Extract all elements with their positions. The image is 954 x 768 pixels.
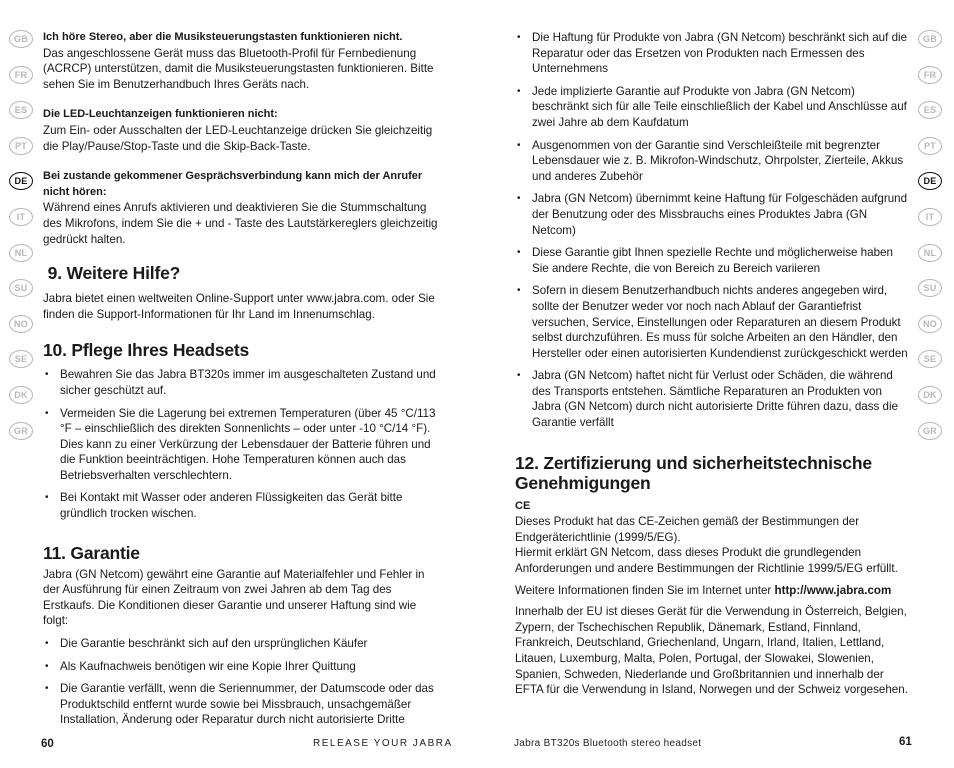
language-tab-dk[interactable]: DK — [9, 386, 33, 404]
ce-text: Dieses Produkt hat das CE-Zeichen gemäß der Bestimmungen der Endgeräterichtlinie (1999/5/EG). — [515, 515, 860, 544]
language-tab-fr[interactable]: FR — [9, 66, 33, 84]
list-item: • Bewahren Sie das Jabra BT320s immer im ausgeschalteten Zustand und sicher geschützt auf. — [43, 367, 438, 398]
language-tab-gr[interactable]: GR — [9, 422, 33, 440]
language-tab-nl[interactable]: NL — [9, 244, 33, 262]
language-tabs-left — [9, 30, 35, 457]
language-tab-gb[interactable]: GB — [918, 30, 942, 48]
list-item: • Sofern in diesem Benutzerhandbuch nichts anderes angegeben wird, sollte der Benutzer weder vor noch nach Ablauf der Garantiefrist versuchen, Service, Einstellungen oder Reparaturen an diesem Produkt selbst durchzuführen. Es muss für solche Arbeiten an den Händler, den Hersteller oder einen autorisierten Kundendienst zurückgeschickt werden — [515, 283, 911, 361]
ce-label: CE — [515, 499, 531, 512]
jabra-website-link[interactable]: http://www.jabra.com — [774, 583, 892, 597]
warranty-list-continued — [515, 30, 911, 431]
right-page — [477, 0, 954, 768]
section-heading-zertifizierung: 12. Zertifizierung und sicherheitstechnische Genehmigungen — [515, 452, 872, 493]
language-tab-es[interactable]: ES — [918, 101, 942, 119]
language-tab-de-active[interactable]: DE — [918, 172, 942, 190]
page-number: 60 — [41, 738, 54, 750]
language-tab-fr[interactable]: FR — [918, 66, 942, 84]
section-text: Jabra (GN Netcom) gewährt eine Garantie auf Materialfehler und Fehler in der Ausführung für einen Zeitraum von zwei Jahren ab dem Tag des Erstkaufs. Die Konditionen dieser Garantie und unserer Haftung sind wie folgt: — [43, 567, 425, 628]
language-tab-pt[interactable]: PT — [918, 137, 942, 155]
list-item: • Als Kaufnachweis benötigen wir eine Kopie Ihrer Quittung — [43, 659, 438, 675]
footer-text: Jabra BT320s Bluetooth stereo headset — [514, 738, 702, 749]
list-item: • Die Garantie verfällt, wenn die Seriennummer, der Datumscode oder das Produktschild entfernt wurde sowie bei Missbrauch, unsachgemäßer Installation, Änderung oder Reparatur durch nicht autorisierte Dritte — [43, 681, 438, 728]
page-number: 61 — [899, 736, 912, 748]
more-info-text: Weitere Informationen finden Sie im Internet unter — [515, 583, 775, 597]
faq-question: Die LED-Leuchtanzeigen funktionieren nicht: — [43, 108, 278, 121]
faq-question: Bei zustande gekommener Gesprächsverbindung kann mich der Anrufer nicht hören: — [43, 170, 423, 198]
section-heading-pflege: 10. Pflege Ihres Headsets — [43, 340, 250, 361]
language-tab-no[interactable]: NO — [9, 315, 33, 333]
language-tab-gb[interactable]: GB — [9, 30, 33, 48]
list-item: • Die Garantie beschränkt sich auf den ursprünglichen Käufer — [43, 636, 438, 652]
care-list — [43, 367, 438, 521]
warranty-list — [43, 636, 438, 728]
list-item: • Diese Garantie gibt Ihnen spezielle Rechte und möglicherweise haben Sie andere Rechte, die von Bereich zu Bereich variieren — [515, 245, 911, 276]
language-tabs-right — [918, 30, 944, 457]
language-tab-dk[interactable]: DK — [918, 386, 942, 404]
faq-answer: Zum Ein- oder Ausschalten der LED-Leuchtanzeige drücken Sie gleichzeitig die Play/Pause/Stop-Taste und die Skip-Back-Taste. — [43, 123, 433, 153]
section-text: Jabra bietet einen weltweiten Online-Support unter www.jabra.com. oder Sie finden die Support-Informationen für Ihr Land im Innenumschlag. — [43, 292, 435, 321]
left-content — [43, 30, 438, 728]
ce-text: Hiermit erklärt GN Netcom, dass dieses Produkt die grundlegenden Anforderungen und andere Bestimmungen der Richtlinie 1999/5/EG erfüllt. — [515, 546, 898, 576]
footer-text: RELEASE YOUR JABRA — [313, 738, 453, 749]
eu-text: Innerhalb der EU ist dieses Gerät für die Verwendung in Österreich, Belgien, Zypern, der Tschechischen Republik, Dänemark, Estland, Finnland, Frankreich, Deutschland, Griechenland, Ungarn, Irland, Italien, Lettland, Litauen, Luxemburg, Malta, Polen, Portugal, der Slowakei, Slowenien, Spanien, Schweden, Niederlande und Großbritannien und innerhalb der EFTA für die Verwendung in Island, Norwegen und der Schweiz vorgesehen. — [515, 605, 908, 697]
list-item: • Vermeiden Sie die Lagerung bei extremen Temperaturen (über 45 °C/113 °F – einschließlich des direkten Sonnenlichts – oder unter -10 °C/14 °F). Dies kann zu einer Verkürzung der Lebensdauer der Batterie führen und die Funktion beeinträchtigen. Hohe Temperaturen können auch das Betriebsverhalten verschlechtern. — [43, 406, 438, 484]
language-tab-gr[interactable]: GR — [918, 422, 942, 440]
list-item: • Jabra (GN Netcom) übernimmt keine Haftung für Folgeschäden aufgrund der Benutzung oder des Missbrauchs eines Produktes Jabra (GN Netcom) — [515, 191, 911, 238]
faq-question: Ich höre Stereo, aber die Musiksteuerungstasten funktionieren nicht. — [43, 31, 403, 43]
language-tab-de-active[interactable]: DE — [9, 172, 33, 190]
language-tab-se[interactable]: SE — [918, 350, 942, 368]
language-tab-su[interactable]: SU — [9, 279, 33, 297]
language-tab-pt[interactable]: PT — [9, 137, 33, 155]
section-heading-garantie: 11. Garantie — [43, 542, 140, 563]
faq-answer: Während eines Anrufs aktivieren und deaktivieren Sie die Stummschaltung des Mikrofons, indem Sie die + und - Taste des Lautstärkereglers gleichzeitig gedrückt halten. — [43, 201, 438, 246]
list-item: • Die Haftung für Produkte von Jabra (GN Netcom) beschränkt sich auf die Reparatur oder das Ersetzen von Produkten nach Ermessen des Unternehmens — [515, 30, 911, 77]
language-tab-nl[interactable]: NL — [918, 244, 942, 262]
language-tab-se[interactable]: SE — [9, 350, 33, 368]
list-item: • Jede implizierte Garantie auf Produkte von Jabra (GN Netcom) beschränkt sich für alle Teile einschließlich der Kabel und Anschlüsse auf zwei Jahre ab dem Kaufdatum — [515, 84, 911, 131]
faq-answer: Das angeschlossene Gerät muss das Bluetooth-Profil für Fernbedienung (ACRCP) unterstützen, damit die Musiksteuerungstasten funktionieren. Bitte sehen Sie im Benutzerhandbuch Ihres Geräts nach. — [43, 46, 434, 91]
list-item: • Ausgenommen von der Garantie sind Verschleißteile mit begrenzter Lebensdauer wie z. B. Mikrofon-Windschutz, Ohrpolster, Zierteile, Akkus und anderes Zubehör — [515, 138, 911, 185]
language-tab-es[interactable]: ES — [9, 101, 33, 119]
section-heading-weitere-hilfe: 9. Weitere Hilfe? — [43, 263, 181, 284]
list-item: • Bei Kontakt mit Wasser oder anderen Flüssigkeiten das Gerät bitte gründlich trocken wischen. — [43, 490, 438, 521]
right-content — [515, 30, 911, 698]
language-tab-it[interactable]: IT — [918, 208, 942, 226]
language-tab-it[interactable]: IT — [9, 208, 33, 226]
more-info — [515, 583, 911, 599]
language-tab-no[interactable]: NO — [918, 315, 942, 333]
list-item: • Jabra (GN Netcom) haftet nicht für Verlust oder Schäden, die während des Transports entstehen. Sämtliche Reparaturen an Produkten von Jabra (GN Netcom) durch nicht autorisierte Dritte führen dazu, dass die Garantie verfällt — [515, 368, 911, 430]
language-tab-su[interactable]: SU — [918, 279, 942, 297]
